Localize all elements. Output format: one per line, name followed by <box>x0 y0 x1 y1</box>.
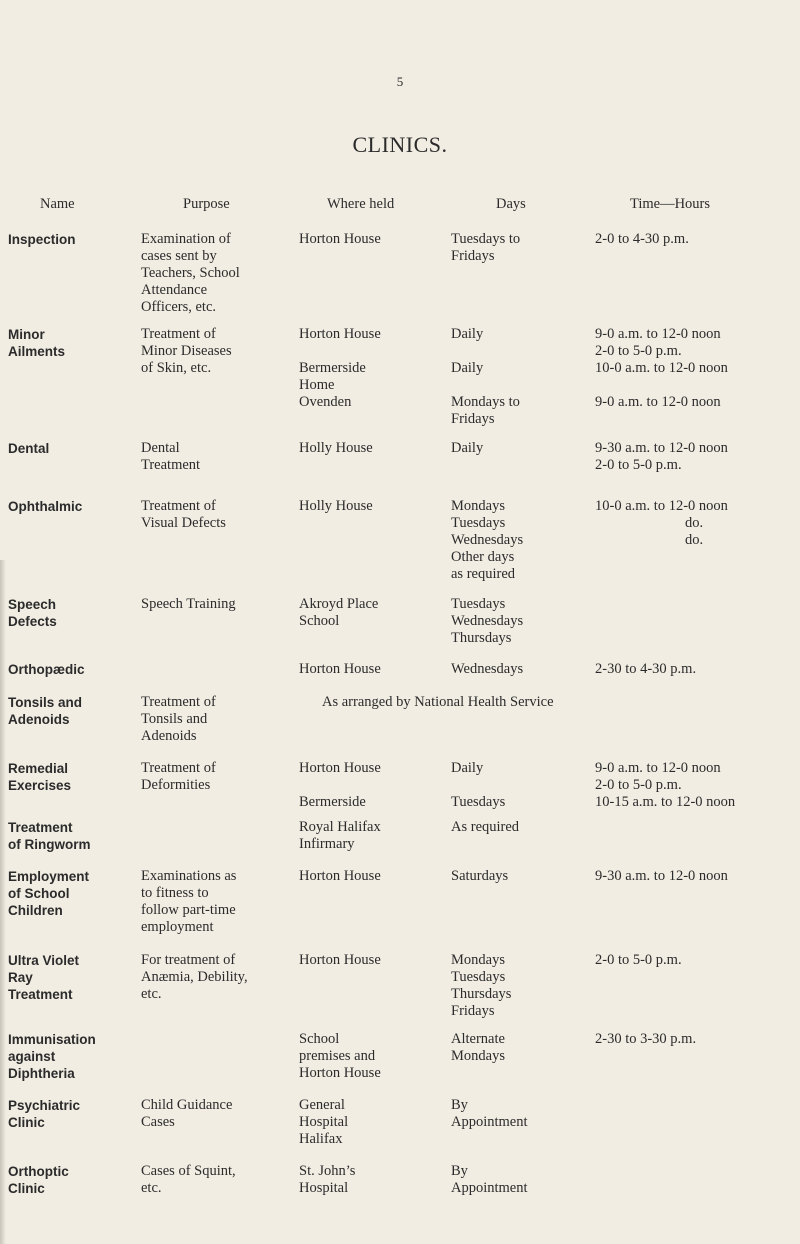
cell-line <box>299 777 444 794</box>
cell-line <box>451 343 591 360</box>
row-purpose <box>141 440 289 474</box>
row-time <box>595 231 795 248</box>
cell-line: Tuesdays <box>451 596 506 612</box>
cell-line: 9-30 a.m. to 12-0 noon <box>595 868 728 884</box>
row-time <box>595 440 795 474</box>
cell-line: Speech Training <box>141 596 236 612</box>
row-name <box>8 326 133 360</box>
cell-line: Treatment <box>8 987 73 1002</box>
cell-line: Ailments <box>8 344 66 359</box>
cell-line: Adenoids <box>141 728 197 744</box>
cell-line: Daily <box>451 326 484 342</box>
cell-line: premises and <box>299 1048 376 1064</box>
header-purpose: Purpose <box>183 196 230 212</box>
row-days <box>451 1031 591 1065</box>
cell-line: 2-30 to 3-30 p.m. <box>595 1031 697 1047</box>
cell-line: Deformities <box>141 777 211 793</box>
cell-line: Hospital <box>299 1114 349 1130</box>
cell-line: Tuesdays <box>451 515 506 531</box>
cell-line: For treatment of <box>141 952 236 968</box>
cell-line: Adenoids <box>8 712 70 727</box>
page-edge-shadow <box>0 560 6 1244</box>
row-days <box>451 760 591 811</box>
cell-line: Treatment of <box>141 326 216 342</box>
cell-line: 2-30 to 4-30 p.m. <box>595 661 697 677</box>
row-purpose <box>141 326 289 377</box>
cell-line: Tuesdays to <box>451 231 521 247</box>
row-time <box>595 1031 795 1048</box>
cell-line: follow part-time <box>141 902 236 918</box>
cell-line: Horton House <box>299 661 381 677</box>
cell-line: cases sent by <box>141 248 217 264</box>
cell-line: Horton House <box>299 231 381 247</box>
row-where <box>299 760 444 811</box>
cell-line: Defects <box>8 614 57 629</box>
cell-line: Ray <box>8 970 33 985</box>
cell-line: Diphtheria <box>8 1066 75 1081</box>
row-where <box>299 326 444 411</box>
row-days <box>451 819 591 836</box>
cell-line: Daily <box>451 440 484 456</box>
cell-line: Fridays <box>451 411 495 427</box>
cell-line: Fridays <box>451 248 495 264</box>
cell-line: etc. <box>141 986 162 1002</box>
cell-line: Cases of Squint, <box>141 1163 236 1179</box>
row-time <box>595 326 795 411</box>
cell-line: As required <box>451 819 520 835</box>
row-purpose <box>141 868 289 936</box>
cell-line: Horton House <box>299 952 381 968</box>
cell-line: Horton House <box>299 760 381 776</box>
row-arranged-note: As arranged by National Health Service <box>322 694 554 710</box>
row-name <box>8 231 133 248</box>
cell-line: Immunisation <box>8 1032 96 1047</box>
cell-line: Children <box>8 903 63 918</box>
cell-line: Infirmary <box>299 836 355 852</box>
row-name <box>8 440 133 457</box>
cell-line: Mondays <box>451 1048 505 1064</box>
row-days <box>451 1097 591 1131</box>
cell-line: 2-0 to 5-0 p.m. <box>595 777 682 793</box>
cell-line: 2-0 to 5-0 p.m. <box>595 343 682 359</box>
cell-line: Mondays to <box>451 394 520 410</box>
cell-line: Speech <box>8 597 57 612</box>
cell-line: 2-0 to 4-30 p.m. <box>595 231 689 247</box>
cell-line: Horton House <box>299 1065 381 1081</box>
cell-line: Psychiatric <box>8 1098 81 1113</box>
cell-line: 9-0 a.m. to 12-0 noon <box>595 760 721 776</box>
cell-line: Inspection <box>8 232 76 247</box>
cell-line: Clinic <box>8 1115 45 1130</box>
cell-line: Dental <box>141 440 180 456</box>
cell-line: Clinic <box>8 1181 45 1196</box>
cell-line: 10-0 a.m. to 12-0 noon <box>595 498 728 514</box>
cell-line: Exercises <box>8 778 72 793</box>
row-name <box>8 760 133 794</box>
cell-line: to fitness to <box>141 885 209 901</box>
cell-line: Bermerside <box>299 360 366 376</box>
cell-line: Orthopædic <box>8 662 85 677</box>
cell-line: Other days <box>451 549 515 565</box>
row-name <box>8 596 133 630</box>
page-title: CLINICS. <box>352 132 448 157</box>
cell-line: Alternate <box>451 1031 505 1047</box>
cell-line: Tonsils and <box>8 695 83 710</box>
cell-line: Visual Defects <box>141 515 226 531</box>
cell-line: Examinations as <box>141 868 237 884</box>
cell-line: Cases <box>141 1114 175 1130</box>
row-purpose <box>141 952 289 1003</box>
cell-line: employment <box>141 919 214 935</box>
cell-line: Halifax <box>299 1131 343 1147</box>
cell-line: 10-15 a.m. to 12-0 noon <box>595 794 736 810</box>
cell-line: Treatment <box>141 457 201 473</box>
row-name <box>8 868 133 919</box>
cell-line: 9-30 a.m. to 12-0 noon <box>595 440 728 456</box>
cell-line: 2-0 to 5-0 p.m. <box>595 457 682 473</box>
cell-line: Remedial <box>8 761 69 776</box>
row-where <box>299 596 444 630</box>
cell-line: Ultra Violet <box>8 953 80 968</box>
cell-line: Horton House <box>299 326 381 342</box>
row-days <box>451 868 591 885</box>
cell-line: Treatment of <box>141 498 216 514</box>
cell-line: 10-0 a.m. to 12-0 noon <box>595 360 728 376</box>
cell-line: Orthoptic <box>8 1164 69 1179</box>
cell-line: Officers, etc. <box>141 299 217 315</box>
cell-line: Examination of <box>141 231 231 247</box>
cell-line: Wednesdays <box>451 613 524 629</box>
row-purpose <box>141 498 289 532</box>
cell-line: Employment <box>8 869 90 884</box>
cell-line: Tuesdays <box>451 794 506 810</box>
cell-line: Mondays <box>451 498 505 514</box>
row-name <box>8 661 133 678</box>
cell-line: Anæmia, Debility, <box>141 969 248 985</box>
cell-line: do. <box>685 515 704 531</box>
row-where <box>299 498 444 515</box>
cell-line: Mondays <box>451 952 505 968</box>
cell-line: as required <box>451 566 516 582</box>
row-name <box>8 819 133 853</box>
cell-line: do. <box>685 532 704 548</box>
cell-line: Appointment <box>451 1114 528 1130</box>
row-where <box>299 661 444 678</box>
cell-line: Treatment of <box>141 760 216 776</box>
cell-line: St. John’s <box>299 1163 356 1179</box>
row-time <box>595 760 795 811</box>
cell-line: Teachers, School <box>141 265 240 281</box>
row-where <box>299 1031 444 1082</box>
cell-line: Child Guidance <box>141 1097 233 1113</box>
row-days <box>451 326 591 428</box>
cell-line: Royal Halifax <box>299 819 381 835</box>
cell-line: Akroyd Place <box>299 596 379 612</box>
row-where <box>299 952 444 969</box>
cell-line: Ophthalmic <box>8 499 83 514</box>
cell-line: Thursdays <box>451 986 512 1002</box>
row-where <box>299 868 444 885</box>
header-name: Name <box>40 196 75 212</box>
row-time <box>595 952 795 969</box>
cell-line: Ovenden <box>299 394 352 410</box>
header-time: Time—Hours <box>630 196 711 212</box>
cell-line: Treatment <box>8 820 73 835</box>
cell-line: 9-0 a.m. to 12-0 noon <box>595 394 721 410</box>
row-where <box>299 1163 444 1197</box>
row-purpose <box>141 760 289 794</box>
cell-line: Minor <box>8 327 45 342</box>
cell-line: School <box>299 613 340 629</box>
row-time <box>595 868 795 885</box>
row-days <box>451 596 591 647</box>
row-name <box>8 694 133 728</box>
cell-line: By <box>451 1163 468 1179</box>
cell-line <box>595 377 795 394</box>
cell-line: 9-0 a.m. to 12-0 noon <box>595 326 721 342</box>
cell-line: Daily <box>451 760 484 776</box>
row-purpose <box>141 231 289 316</box>
row-where <box>299 1097 444 1148</box>
cell-line: Home <box>299 377 335 393</box>
cell-line: of Ringworm <box>8 837 91 852</box>
row-days <box>451 440 591 457</box>
cell-line: Thursdays <box>451 630 512 646</box>
cell-line: By <box>451 1097 468 1113</box>
cell-line: Holly House <box>299 498 373 514</box>
row-days <box>451 661 591 678</box>
header-days: Days <box>496 196 526 212</box>
cell-line: 2-0 to 5-0 p.m. <box>595 952 682 968</box>
cell-line: etc. <box>141 1180 162 1196</box>
cell-line: School <box>299 1031 340 1047</box>
row-purpose <box>141 596 289 613</box>
row-purpose <box>141 1097 289 1131</box>
cell-line: Treatment of <box>141 694 216 710</box>
cell-line: Wednesdays <box>451 661 524 677</box>
cell-line: Saturdays <box>451 868 509 884</box>
cell-line: Holly House <box>299 440 373 456</box>
row-name <box>8 1163 133 1197</box>
row-where <box>299 819 444 853</box>
row-time <box>595 661 795 678</box>
row-where <box>299 440 444 457</box>
cell-line: Tonsils and <box>141 711 208 727</box>
row-days <box>451 231 591 265</box>
row-days <box>451 952 591 1020</box>
cell-line: Wednesdays <box>451 532 524 548</box>
row-purpose <box>141 1163 289 1197</box>
cell-line: Bermerside <box>299 794 366 810</box>
row-where <box>299 231 444 248</box>
cell-line: Attendance <box>141 282 208 298</box>
row-days <box>451 1163 591 1197</box>
row-name <box>8 1097 133 1131</box>
cell-line <box>451 777 591 794</box>
cell-line: Tuesdays <box>451 969 506 985</box>
cell-line: Horton House <box>299 868 381 884</box>
cell-line: Appointment <box>451 1180 528 1196</box>
cell-line: Hospital <box>299 1180 349 1196</box>
row-name <box>8 498 133 515</box>
cell-line: Daily <box>451 360 484 376</box>
page-number: 5 <box>396 74 404 89</box>
row-days <box>451 498 591 583</box>
row-time <box>595 498 795 549</box>
cell-line: General <box>299 1097 345 1113</box>
header-where: Where held <box>327 196 395 212</box>
cell-line: of School <box>8 886 70 901</box>
row-name <box>8 1031 133 1082</box>
cell-line: Dental <box>8 441 50 456</box>
row-purpose <box>141 694 289 745</box>
cell-line <box>299 343 444 360</box>
cell-line: of Skin, etc. <box>141 360 212 376</box>
cell-line: Fridays <box>451 1003 495 1019</box>
cell-line: against <box>8 1049 56 1064</box>
cell-line <box>451 377 591 394</box>
cell-line: Minor Diseases <box>141 343 232 359</box>
row-name <box>8 952 133 1003</box>
